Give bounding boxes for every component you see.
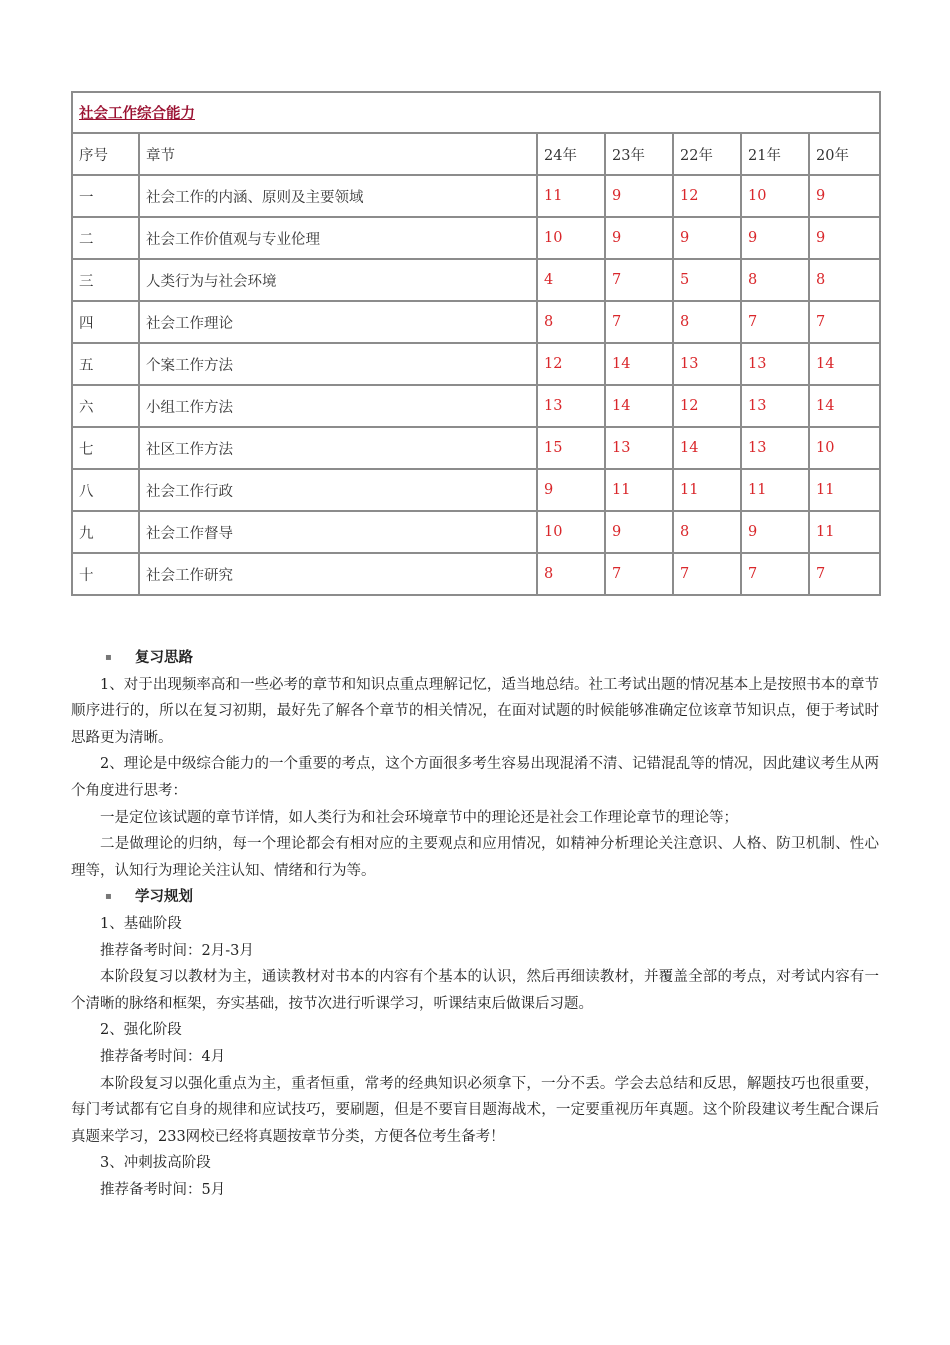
row-year-count: 8: [809, 259, 880, 301]
row-year-count: 7: [605, 259, 673, 301]
row-year-count: 9: [809, 217, 880, 259]
row-seq: 二: [72, 217, 139, 259]
row-chapter: 人类行为与社会环境: [139, 259, 537, 301]
row-year-count: 10: [741, 175, 809, 217]
row-year-count: 8: [673, 301, 741, 343]
study-guide-content: [71, 645, 879, 1203]
row-seq: 六: [72, 385, 139, 427]
review-paragraph-3: 一是定位该试题的章节详情，如人类行为和社会环境章节中的理论还是社会工作理论章节的理论等；: [100, 809, 738, 826]
table-header-row: [72, 133, 880, 175]
row-year-count: 7: [605, 301, 673, 343]
row-year-count: 13: [741, 385, 809, 427]
table-row: [72, 385, 880, 427]
stage3-time: 推荐备考时间：5月: [100, 1181, 226, 1198]
table-title-link[interactable]: 社会工作综合能力: [79, 105, 195, 122]
row-year-count: 11: [605, 469, 673, 511]
row-year-count: 9: [605, 217, 673, 259]
row-year-count: 7: [673, 553, 741, 595]
row-year-count: 8: [741, 259, 809, 301]
table-row: [72, 259, 880, 301]
table-row: [72, 511, 880, 553]
row-year-count: 10: [537, 217, 605, 259]
table-row: [72, 469, 880, 511]
row-year-count: 13: [605, 427, 673, 469]
stage2-time: 推荐备考时间：4月: [100, 1048, 226, 1065]
table-row: [72, 301, 880, 343]
table-row: [72, 553, 880, 595]
row-chapter: 社会工作价值观与专业伦理: [139, 217, 537, 259]
row-year-count: 4: [537, 259, 605, 301]
row-year-count: 8: [537, 301, 605, 343]
row-year-count: 11: [537, 175, 605, 217]
row-year-count: 7: [605, 553, 673, 595]
table-row: [72, 217, 880, 259]
row-year-count: 14: [673, 427, 741, 469]
row-chapter: 社会工作理论: [139, 301, 537, 343]
row-year-count: 11: [673, 469, 741, 511]
stage2-description: 本阶段复习以强化重点为主，重者恒重，常考的经典知识必须拿下，一分不丢。学会去总结和反思，解题技巧也很重要，每门考试都有它自身的规律和应试技巧，要刷题，但是不要盲目题海战术，一定要重视历年真题。这个阶段建议考生配合课后真题来学习，233网校已经将真题按章节分类，方便各位考生备考！: [71, 1075, 879, 1145]
row-year-count: 9: [809, 175, 880, 217]
row-chapter: 社会工作研究: [139, 553, 537, 595]
row-seq: 一: [72, 175, 139, 217]
review-paragraph-1: 1、对于出现频率高和一些必考的章节和知识点重点理解记忆，适当地总结。社工考试出题的情况基本上是按照书本的章节顺序进行的，所以在复习初期，最好先了解各个章节的相关情况，在面对试题的时候能够准确定位该章节知识点，便于考试时思路更为清晰。: [71, 676, 879, 746]
row-year-count: 13: [537, 385, 605, 427]
exam-stats-table: [71, 91, 881, 596]
row-seq: 五: [72, 343, 139, 385]
bullet-icon: ▪: [105, 652, 112, 663]
stage2-title: 2、强化阶段: [100, 1022, 182, 1039]
row-seq: 七: [72, 427, 139, 469]
row-year-count: 8: [537, 553, 605, 595]
row-seq: 十: [72, 553, 139, 595]
row-chapter: 社会工作督导: [139, 511, 537, 553]
stage3-title: 3、冲刺拔高阶段: [100, 1155, 211, 1172]
row-year-count: 7: [741, 553, 809, 595]
row-seq: 八: [72, 469, 139, 511]
row-year-count: 12: [673, 385, 741, 427]
row-year-count: 11: [809, 511, 880, 553]
row-chapter: 小组工作方法: [139, 385, 537, 427]
table-row: [72, 343, 880, 385]
row-chapter: 社会工作的内涵、原则及主要领域: [139, 175, 537, 217]
header-year-21: 21年: [741, 133, 809, 175]
row-seq: 九: [72, 511, 139, 553]
row-year-count: 9: [537, 469, 605, 511]
row-seq: 四: [72, 301, 139, 343]
bullet-icon: ▪: [105, 891, 112, 903]
row-chapter: 社会工作行政: [139, 469, 537, 511]
table-title-cell: [72, 92, 880, 133]
row-year-count: 14: [605, 343, 673, 385]
row-year-count: 9: [605, 511, 673, 553]
row-year-count: 13: [741, 343, 809, 385]
row-year-count: 14: [605, 385, 673, 427]
row-year-count: 13: [741, 427, 809, 469]
row-year-count: 15: [537, 427, 605, 469]
row-chapter: 社区工作方法: [139, 427, 537, 469]
row-year-count: 9: [741, 217, 809, 259]
plan-heading-text: 学习规划: [135, 888, 193, 906]
row-year-count: 12: [537, 343, 605, 385]
row-year-count: 13: [673, 343, 741, 385]
row-year-count: 7: [741, 301, 809, 343]
row-seq: 三: [72, 259, 139, 301]
row-year-count: 7: [809, 301, 880, 343]
row-year-count: 11: [809, 469, 880, 511]
header-year-24: 24年: [537, 133, 605, 175]
row-year-count: 14: [809, 385, 880, 427]
row-year-count: 11: [741, 469, 809, 511]
stage1-description: 本阶段复习以教材为主，通读教材对书本的内容有个基本的认识，然后再细读教材，并覆盖全部的考点，对考试内容有一个清晰的脉络和框架，夯实基础，按节次进行听课学习，听课结束后做课后习题。: [71, 969, 879, 1012]
row-year-count: 12: [673, 175, 741, 217]
review-paragraph-2: 2、理论是中级综合能力的一个重要的考点，这个方面很多考生容易出现混淆不清、记错混乱等的情况，因此建议考生从两个角度进行思考：: [71, 756, 879, 799]
row-year-count: 5: [673, 259, 741, 301]
row-year-count: 9: [605, 175, 673, 217]
stage1-title: 1、基础阶段: [100, 915, 182, 932]
header-year-22: 22年: [673, 133, 741, 175]
stage1-time: 推荐备考时间：2月-3月: [100, 942, 254, 959]
header-chapter: 章节: [139, 133, 537, 175]
table-title-row: [72, 92, 880, 133]
header-year-23: 23年: [605, 133, 673, 175]
header-seq: 序号: [72, 133, 139, 175]
row-year-count: 10: [809, 427, 880, 469]
header-year-20: 20年: [809, 133, 880, 175]
review-heading-text: 复习思路: [135, 649, 193, 666]
row-year-count: 14: [809, 343, 880, 385]
table-row: [72, 427, 880, 469]
row-year-count: 9: [741, 511, 809, 553]
row-chapter: 个案工作方法: [139, 343, 537, 385]
row-year-count: 8: [673, 511, 741, 553]
plan-heading: [71, 884, 879, 911]
row-year-count: 10: [537, 511, 605, 553]
row-year-count: 7: [809, 553, 880, 595]
row-year-count: 9: [673, 217, 741, 259]
table-row: [72, 175, 880, 217]
review-heading: [71, 645, 879, 672]
review-paragraph-4: 二是做理论的归纳，每一个理论都会有相对应的主要观点和应用情况，如精神分析理论关注意识、人格、防卫机制、性心理等，认知行为理论关注认知、情绪和行为等。: [71, 836, 879, 879]
